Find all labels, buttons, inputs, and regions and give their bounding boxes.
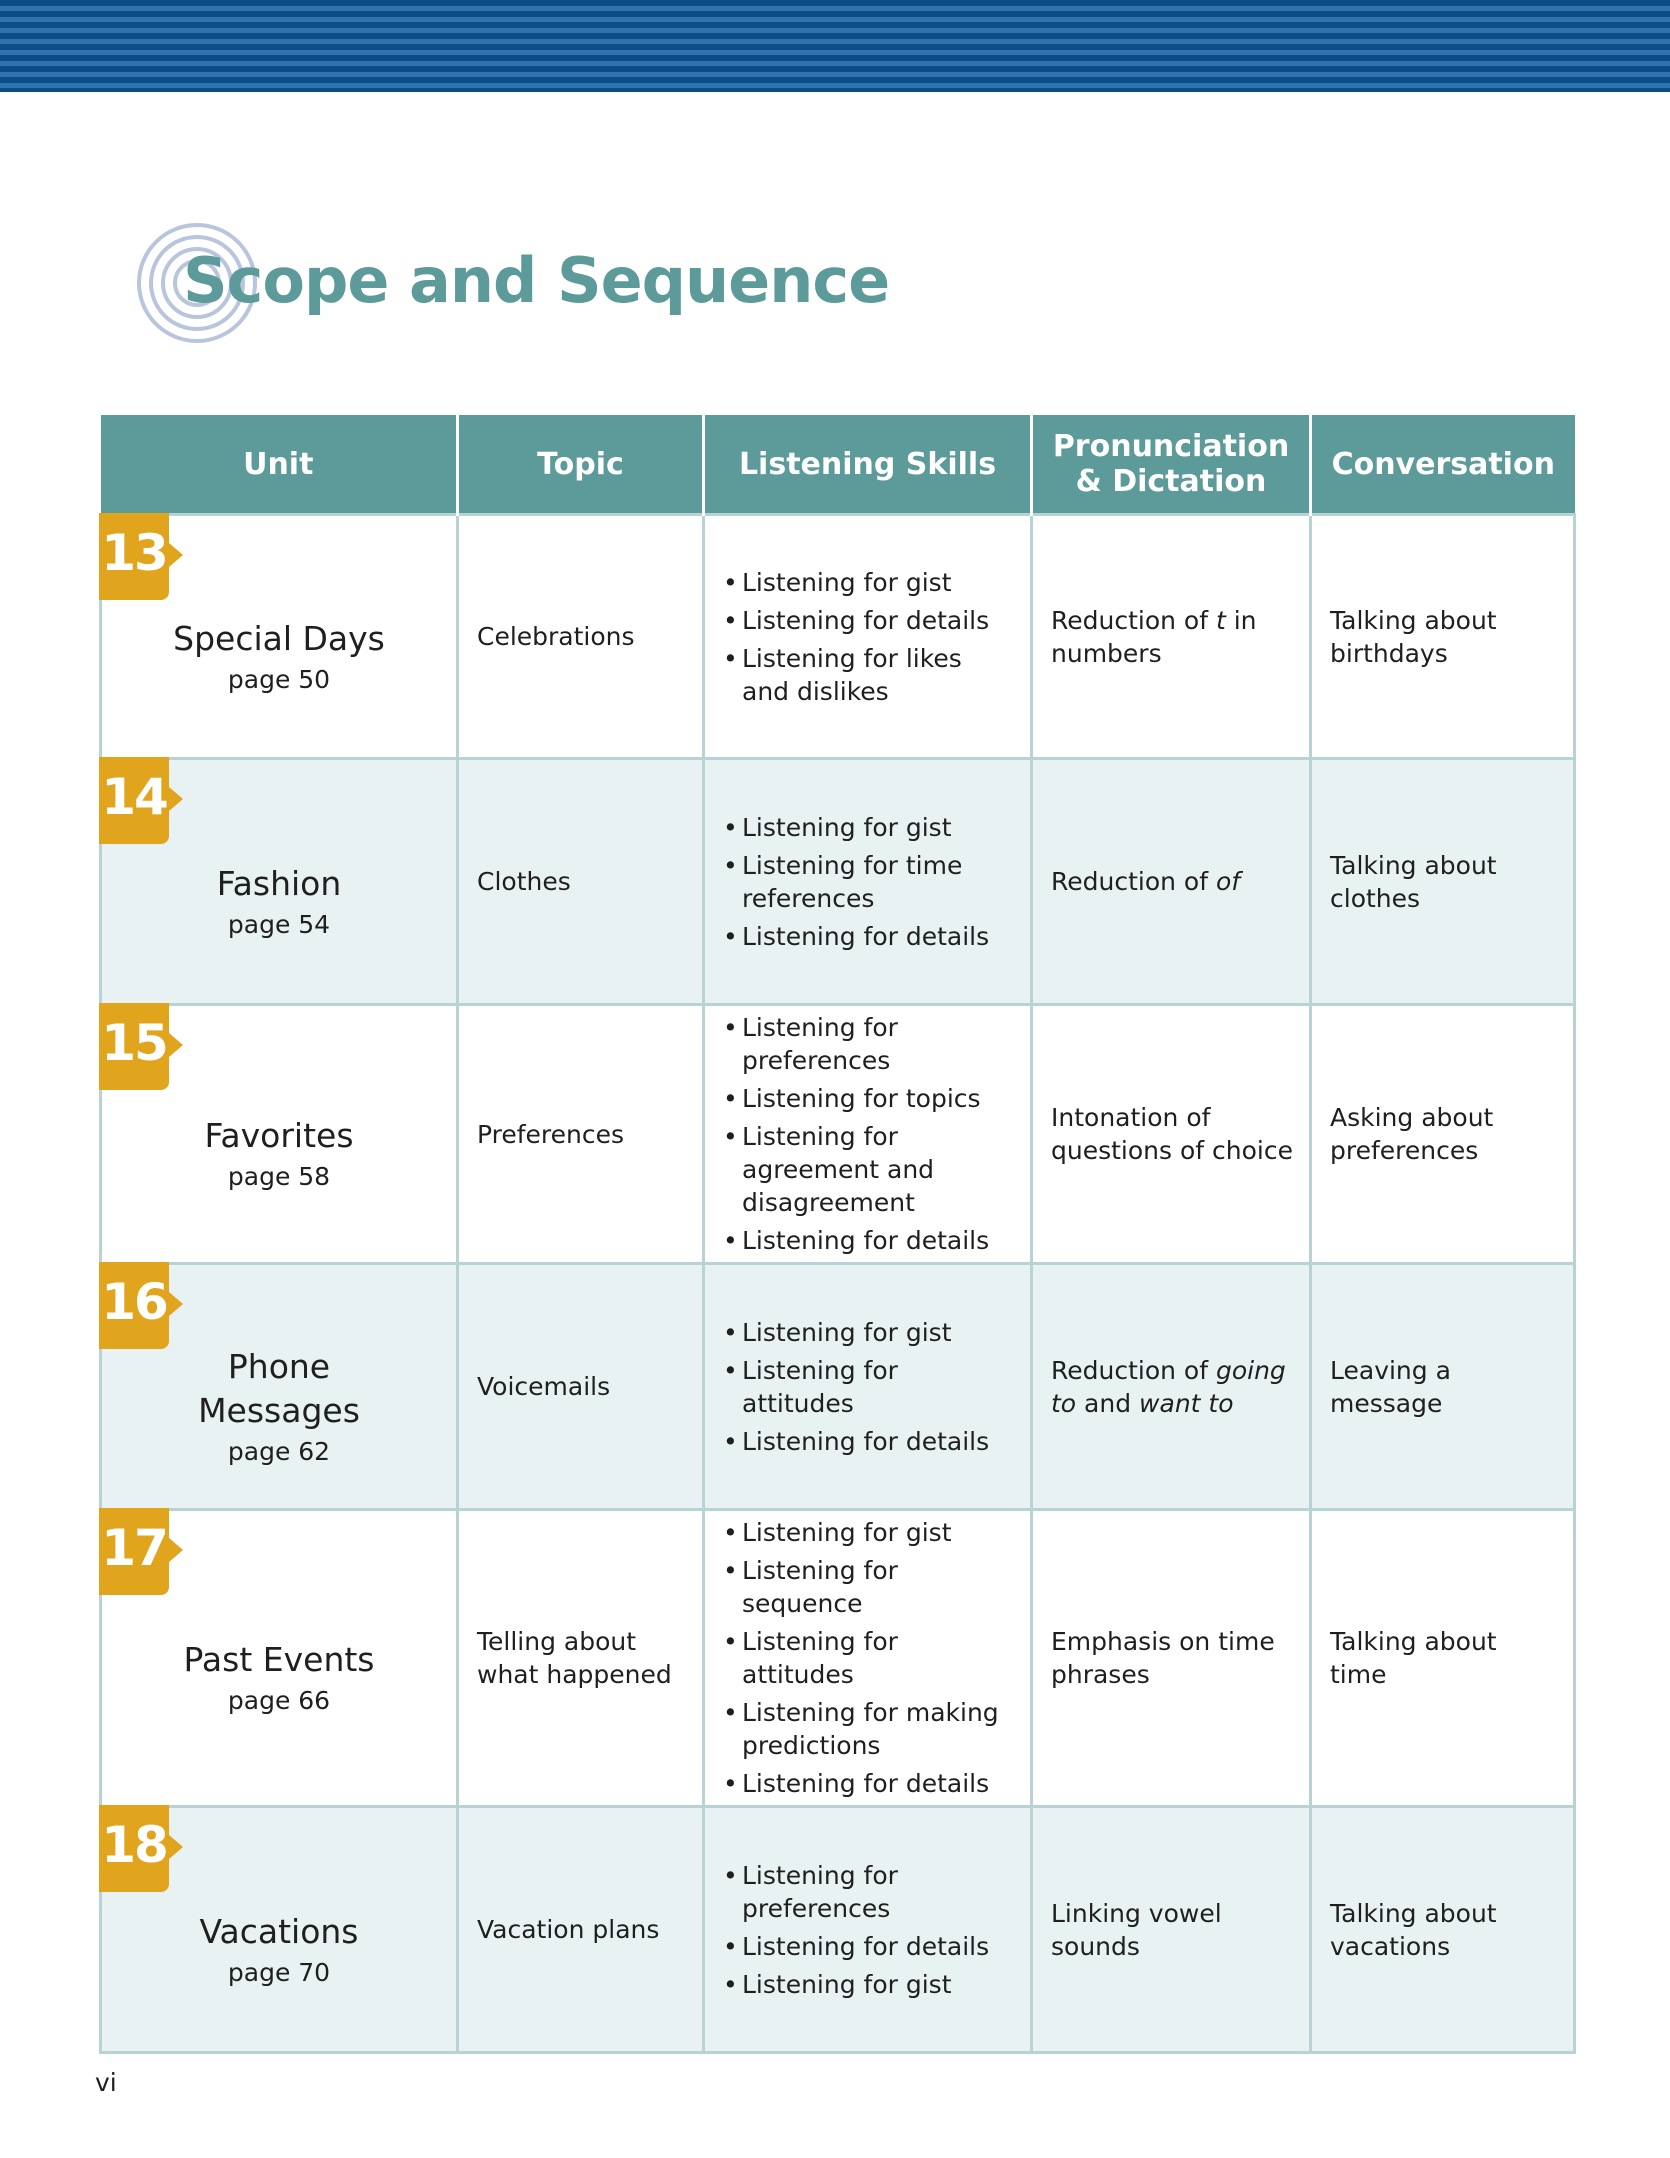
skills-list (723, 811, 1014, 953)
pronunciation-italic-text: going to (1051, 1355, 1286, 1418)
page-number: vi (95, 2068, 117, 2097)
pronunciation-text: Emphasis on time phrases (1051, 1627, 1275, 1689)
conversation-cell: Talking about birthdays (1311, 515, 1575, 759)
skills-list (723, 1011, 1014, 1257)
table-row (101, 759, 1575, 1005)
pronunciation-cell (1032, 1264, 1311, 1510)
conversation-cell: Talking about clothes (1311, 759, 1575, 1005)
pronunciation-text: Linking vowel sounds (1051, 1898, 1222, 1961)
table-row (101, 1264, 1575, 1510)
skill-item: • Listening for gist (723, 566, 1014, 599)
unit-title: Vacations (199, 1911, 359, 1951)
header-conversation: Conversation (1311, 415, 1575, 515)
skill-item: • Listening for sequence (723, 1554, 1014, 1620)
skill-item: • Listening for topics (723, 1082, 1014, 1115)
skill-item: • Listening for attitudes (723, 1354, 1014, 1420)
pronunciation-text: Reduction of (1051, 867, 1216, 896)
unit-number: 17 (101, 1519, 167, 1577)
table-header-row (101, 415, 1575, 515)
skill-item: • Listening for gist (723, 1316, 1014, 1349)
skill-item: • Listening for gist (723, 811, 1014, 844)
pronunciation-cell (1032, 1807, 1311, 2053)
unit-cell (101, 1807, 458, 2053)
listening-skills-cell (704, 515, 1032, 759)
unit-page-ref: page 70 (227, 1957, 331, 1987)
skill-item: • Listening for likes and dislikes (723, 642, 1014, 708)
skill-item: • Listening for gist (723, 1968, 1014, 2001)
header-stripe-band (0, 0, 1670, 92)
unit-title: Special Days (173, 618, 385, 658)
table-row (101, 1510, 1575, 1807)
page-title: Scope and Sequence (183, 244, 890, 317)
unit-number-badge (99, 1508, 169, 1595)
conversation-cell: Asking about preferences (1311, 1005, 1575, 1264)
unit-cell (101, 515, 458, 759)
unit-number-badge (99, 757, 169, 844)
header-unit: Unit (101, 415, 458, 515)
unit-cell (101, 1264, 458, 1510)
pronunciation-text: and (1076, 1388, 1140, 1418)
pronunciation-cell (1032, 759, 1311, 1005)
title-block (135, 218, 935, 348)
topic-cell: Voicemails (458, 1264, 704, 1510)
unit-number: 16 (101, 1273, 167, 1331)
unit-number-badge (99, 1003, 169, 1090)
skill-item: • Listening for gist (723, 1516, 1014, 1549)
pronunciation-italic-text: t (1215, 605, 1226, 635)
skill-item: • Listening for details (723, 1767, 1014, 1800)
pronunciation-cell (1032, 515, 1311, 759)
pronunciation-text: Intonation of questions of choice (1051, 1103, 1293, 1165)
conversation-cell: Talking about time (1311, 1510, 1575, 1807)
header-topic: Topic (458, 415, 704, 515)
unit-title: Favorites (204, 1116, 354, 1155)
topic-cell: Telling about what happened (458, 1510, 704, 1807)
topic-cell: Clothes (458, 759, 704, 1005)
skill-item: • Listening for details (723, 604, 1014, 637)
unit-page-ref: page 62 (227, 1436, 331, 1466)
skill-item: • Listening for details (723, 1930, 1014, 1963)
scope-sequence-table (99, 415, 1576, 2054)
pronunciation-text: Reduction of (1051, 1355, 1216, 1385)
skill-item: • Listening for agreement and disagreement (723, 1120, 1014, 1219)
skill-item: • Listening for details (723, 1224, 1014, 1257)
skills-list (723, 1516, 1014, 1800)
skill-item: • Listening for details (723, 1425, 1014, 1458)
skill-item: • Listening for making predictions (723, 1696, 1014, 1762)
pronunciation-cell (1032, 1510, 1311, 1807)
table-row (101, 1807, 1575, 2053)
unit-number-badge (99, 1805, 169, 1892)
skill-item: • Listening for attitudes (723, 1625, 1014, 1691)
unit-cell (101, 1005, 458, 1264)
unit-title: Fashion (216, 863, 342, 903)
skills-list (723, 1859, 1014, 2001)
skill-item: • Listening for preferences (723, 1011, 1014, 1077)
listening-skills-cell (704, 759, 1032, 1005)
unit-title: Phone Messages (198, 1346, 360, 1430)
pronunciation-text: Reduction of (1051, 605, 1216, 635)
skill-item: • Listening for details (723, 920, 1014, 953)
unit-number-badge (99, 513, 169, 600)
unit-number: 18 (101, 1816, 167, 1874)
skill-item: • Listening for time references (723, 849, 1014, 915)
unit-cell (101, 759, 458, 1005)
table-row (101, 515, 1575, 759)
conversation-cell: Talking about vacations (1311, 1807, 1575, 2053)
header-pronunciation-dictation: Pronunciation & Dictation (1032, 415, 1311, 515)
topic-cell: Celebrations (458, 515, 704, 759)
table-body (101, 515, 1575, 2053)
listening-skills-cell (704, 1264, 1032, 1510)
listening-skills-cell (704, 1005, 1032, 1264)
unit-page-ref: page 50 (227, 664, 331, 694)
pronunciation-italic-text: of (1215, 867, 1241, 896)
skill-item: • Listening for preferences (723, 1859, 1014, 1925)
header-listening-skills: Listening Skills (704, 415, 1032, 515)
unit-number: 14 (101, 768, 167, 826)
unit-page-ref: page 58 (227, 1162, 331, 1191)
table-row (101, 1005, 1575, 1264)
unit-title: Past Events (183, 1640, 375, 1679)
unit-page-ref: page 66 (227, 1686, 331, 1715)
topic-cell: Vacation plans (458, 1807, 704, 2053)
unit-number: 15 (101, 1014, 167, 1072)
unit-page-ref: page 54 (227, 909, 331, 939)
listening-skills-cell (704, 1510, 1032, 1807)
pronunciation-text: in numbers (1051, 605, 1257, 668)
unit-cell (101, 1510, 458, 1807)
unit-number-badge (99, 1262, 169, 1349)
unit-number: 13 (101, 524, 167, 582)
topic-cell: Preferences (458, 1005, 704, 1264)
skills-list (723, 566, 1014, 708)
listening-skills-cell (704, 1807, 1032, 2053)
skills-list (723, 1316, 1014, 1458)
pronunciation-cell (1032, 1005, 1311, 1264)
pronunciation-italic-text: want to (1139, 1388, 1234, 1418)
conversation-cell: Leaving a message (1311, 1264, 1575, 1510)
